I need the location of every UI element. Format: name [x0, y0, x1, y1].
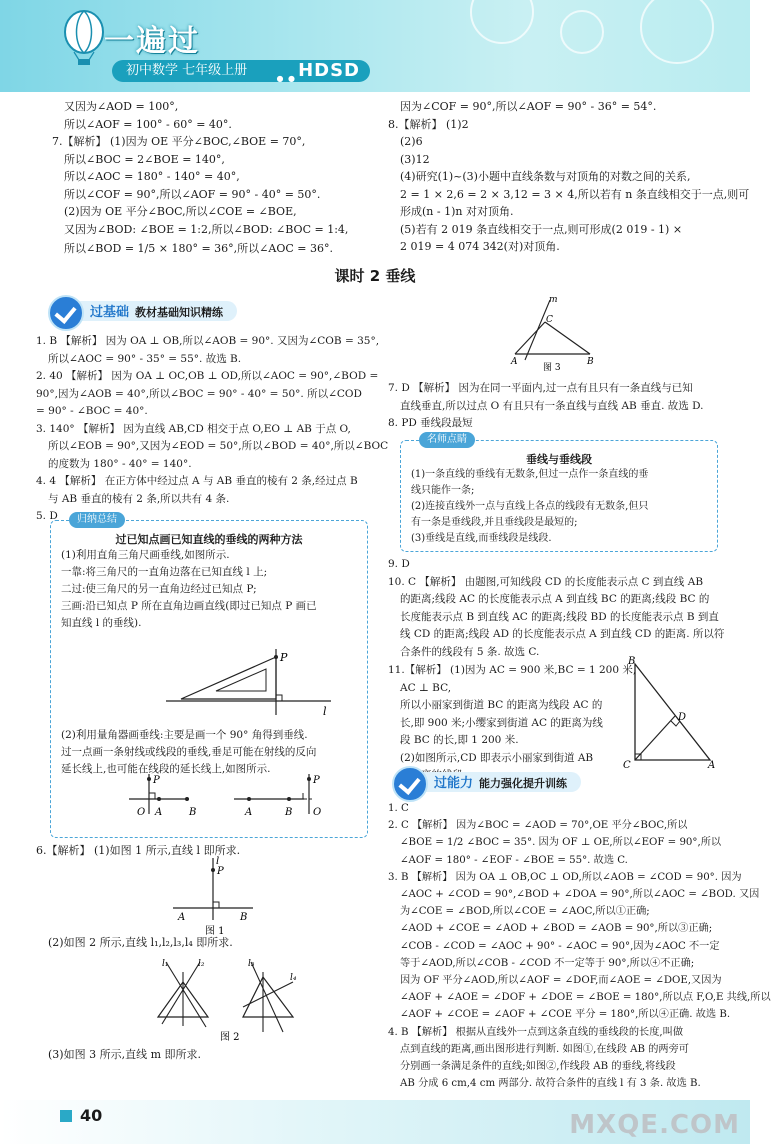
text-line: 分别画一条满足条件的直线;如图②,作线段 AB 的垂线,将线段: [400, 1061, 676, 1073]
page-number: 40: [80, 1106, 103, 1125]
text-line: ∠AOF + ∠COE = ∠AOF + ∠COE 平分 = 180°,所以④正确. 故选 B.: [400, 1009, 731, 1021]
text-line: 9. D: [388, 558, 410, 570]
text-line: ∠AOC + ∠COD = 90°,∠BOD + ∠DOA = 90°,所以∠AOC = ∠BOD. 又因: [400, 889, 760, 901]
point-label: O: [313, 807, 322, 818]
text-line: 11.【解析】 (1)因为 AC = 900 米,BC = 1 200 米,: [388, 664, 637, 676]
point-label: B: [189, 807, 197, 818]
text-line: 二过:使三角尺的另一直角边经过已知点 P;: [61, 583, 257, 595]
right-answers-2: [388, 556, 725, 661]
section-banner-ability: [392, 770, 652, 796]
text-line: 所以∠EOB = 90°,又因为∠EOD = 50°,所以∠BOD = 40°,所以∠BOC: [48, 440, 389, 452]
watermark: MXQE.COM: [569, 1110, 740, 1140]
balloon-icon: [62, 10, 106, 66]
ability-answers: [388, 800, 771, 1092]
text-line: 2 = 1 × 2,6 = 2 × 3,12 = 3 × 4,所以若有 n 条直线相交于一点,则可: [400, 187, 750, 201]
banner-subtitle: 教材基础知识精练: [135, 306, 224, 319]
text-line: (5)若有 2 019 条直线相交于一点,则可形成(2 019 - 1) ×: [400, 222, 683, 236]
text-line: 为∠COE = ∠BOD,所以∠COE = ∠AOC,所以①正确;: [400, 906, 650, 918]
line-label: l: [216, 856, 220, 867]
point-label: P: [313, 775, 320, 786]
checkmark-icon: [48, 295, 84, 331]
text-line: ∠AOD + ∠COE = ∠AOD + ∠BOD = ∠AOB = 90°,所以③正确;: [400, 923, 713, 935]
text-line: 7. D 【解析】 因为在同一平面内,过一点有且只有一条直线与已知: [388, 382, 693, 394]
figure-caption: 图 1: [205, 926, 225, 937]
page-header: [0, 0, 750, 92]
text-line: 点到直线的距离,画出图形进行判断. 如图①,在线段 AB 的两旁可: [400, 1043, 689, 1055]
text-line: 5. D: [36, 510, 58, 522]
text-line: 因为 OF 平分∠AOD,所以∠AOF = ∠DOF,而∠AOE = ∠DOE,又因为: [400, 975, 722, 987]
line-label: l₄: [290, 973, 297, 983]
top-right-column: [388, 98, 750, 256]
summary-box: [50, 514, 368, 838]
section-banner-basic: [48, 299, 308, 325]
figure-caption: 图 2: [220, 1032, 240, 1043]
text-line: ∠AOF = 180° - ∠EOF - ∠BOE = 55°. 故选 C.: [400, 854, 628, 866]
banner-bar: [414, 772, 581, 792]
text-line: 线只能作一条;: [411, 485, 475, 496]
point-label: O: [137, 807, 146, 818]
text-line: 所以小丽家到街道 BC 的距离为线段 AC 的: [400, 699, 603, 711]
point-label: A: [178, 912, 186, 923]
text-line: ∠BOE = 1/2 ∠BOC = 35°. 因为 OF ⊥ OE,所以∠EOF = 90°,所以: [400, 837, 722, 849]
text-line: (2)因为 OE 平分∠BOC,所以∠COE = ∠BOE,: [64, 205, 297, 218]
box-title: 垂线与垂线段: [526, 453, 592, 466]
box-label: 名师点睛: [419, 432, 475, 448]
text-line: 90°,因为∠AOB = 40°,所以∠BOC = 90° - 40° = 50°. 所以∠COD = 90° - ∠BOC = 40°.: [36, 387, 362, 417]
point-label: A: [155, 807, 163, 818]
text-line: 所以∠BOC = 2∠BOE = 140°,: [64, 152, 225, 166]
text-line: 长,即 900 米;小缨家到街道 AC 的距离为线: [400, 716, 603, 729]
text-line: 6.【解析】 (1)如图 1 所示,直线 l 即所求.: [36, 844, 241, 857]
top-left-column: [52, 98, 372, 260]
point-label: B: [628, 656, 636, 667]
text-line: (3)12: [400, 152, 430, 166]
line-label: m: [549, 295, 558, 305]
text-line: ∠COB - ∠COD = ∠AOC + 90° - ∠AOC = 90°,因为∠AOC 不一定: [400, 940, 720, 952]
q11-triangle-diagram: [620, 652, 720, 772]
text-line: AB 分成 6 cm,4 cm 两部分. 故符合条件的直线 l 有 3 条. 故选 B.: [400, 1078, 701, 1090]
point-label: P: [153, 775, 160, 786]
text-line: 段 BC 的长,即 1 200 米.: [400, 734, 519, 746]
line-label: l₃: [248, 959, 255, 969]
point-label: C: [546, 315, 553, 325]
q6-answer-2: [48, 934, 368, 952]
header-decoration: [470, 0, 534, 44]
text-line: 所以∠AOC = 90° - 35° = 55°. 故选 B.: [48, 352, 242, 365]
text-line: 又因为∠AOD = 100°,: [64, 100, 179, 113]
text-line: 8. PD 垂线段最短: [388, 417, 473, 429]
text-line: 3. 140° 【解析】 因为直线 AB,CD 相交于点 O,EO ⊥ AB 于点 O,: [36, 422, 351, 435]
series-title: 一遍过: [104, 24, 200, 59]
triangle-ruler-diagram: [161, 649, 341, 719]
basic-answers: [36, 333, 389, 526]
text-line: (4)研究(1)~(3)小题中直线条数与对顶角的对数之间的关系,: [400, 170, 691, 183]
text-line: (3)如图 3 所示,直线 m 即所求.: [48, 1048, 201, 1061]
text-line: 2 019 = 4 074 342(对)对顶角.: [400, 240, 560, 253]
text-line: 长度能表示点 B 到直线 AC 的距离;线段 BD 的长度能表示点 B 到直: [400, 610, 719, 623]
point-label: A: [511, 357, 518, 367]
book-subtitle-bar: [112, 60, 370, 82]
line-label: l₂: [198, 959, 205, 969]
text-line: 因为∠COF = 90°,所以∠AOF = 90° - 36° = 54°.: [400, 100, 657, 113]
teacher-tip-box: [400, 434, 718, 552]
page-footer: [0, 1100, 750, 1144]
text-line: 1. C: [388, 803, 409, 814]
q11-answer: [388, 662, 637, 785]
box-body: [51, 547, 367, 632]
line-label: l: [323, 705, 327, 718]
figure-3-diagram: [505, 292, 615, 372]
point-label: B: [587, 357, 594, 367]
text-line: AC ⊥ BC,: [400, 681, 452, 694]
text-line: 所以∠AOF = 100° - 60° = 40°.: [64, 117, 232, 131]
text-line: (1)利用直角三角尺画垂线,如图所示.: [61, 549, 230, 561]
protractor-perpendicular-diagram: [59, 769, 359, 829]
text-line: 延长线上,也可能在线段的延长线上,如图所示.: [61, 763, 271, 775]
text-line: (1)一条直线的垂线有无数条,但过一点作一条直线的垂: [411, 469, 649, 480]
text-line: 4. 4 【解析】 在正方体中经过点 A 与 AB 垂直的棱有 2 条,经过点 B: [36, 475, 358, 487]
point-label: A: [708, 760, 716, 771]
box-title: 过已知点画已知直线的垂线的两种方法: [115, 533, 303, 546]
text-line: 的度数为 180° - 40° = 140°.: [48, 457, 192, 470]
figure-1-diagram: [168, 856, 258, 936]
text-line: 4. B 【解析】 根据从直线外一点到这条直线的垂线段的长度,叫做: [388, 1026, 684, 1038]
text-line: 7.【解析】 (1)因为 OE 平分∠BOC,∠BOE = 70°,: [52, 135, 306, 148]
text-line: 所以∠BOD = 1/5 × 180° = 36°,所以∠AOC = 36°.: [64, 242, 333, 255]
text-line: 知直线 l 的垂线).: [61, 617, 142, 629]
line-label: l₁: [162, 959, 169, 969]
text-line: 合条件的线段有 5 条. 故选 C.: [400, 645, 540, 658]
text-line: 三画:沿已知点 P 所在直角边画直线(即过已知点 P 画已: [61, 600, 317, 612]
text-line: (2)利用量角器画垂线:主要是画一个 90° 角得到垂线.: [61, 729, 308, 741]
point-label: D: [678, 712, 687, 723]
banner-title: 过基础: [90, 305, 130, 320]
text-line: 10. C 【解析】 由题图,可知线段 CD 的长度能表示点 C 到直线 AB: [388, 575, 704, 588]
text-line: 线 CD 的距离;线段 AD 的长度能表示点 A 到直线 CD 的距离. 所以符: [400, 628, 725, 640]
text-line: 与 AB 垂直的棱有 2 条,所以共有 4 条.: [48, 492, 230, 505]
point-label: A: [245, 807, 253, 818]
text-line: 直线垂直,所以过点 O 有且只有一条直线与直线 AB 垂直. 故选 D.: [400, 399, 704, 412]
book-subtitle: 初中数学 七年级上册: [126, 63, 248, 78]
figure-caption: 图 3: [543, 363, 561, 373]
checkmark-icon: [392, 766, 428, 802]
text-line: 一靠:将三角尺的一直角边落在已知直线 l 上;: [61, 566, 268, 578]
point-label: B: [240, 912, 248, 923]
q6-answer-3: [48, 1046, 368, 1064]
text-line: 8.【解析】 (1)2: [388, 117, 469, 131]
banner-subtitle: 能力强化提升训练: [479, 777, 568, 790]
text-line: (2)6: [400, 135, 423, 148]
text-line: 2. 40 【解析】 因为 OA ⊥ OC,OB ⊥ OD,所以∠AOC = 90°,∠BOD =: [36, 370, 379, 382]
text-line: 过一点画一条射线或线段的垂线,垂足可能在射线的反向: [61, 746, 317, 758]
lesson-title: 课时 2 垂线: [334, 267, 416, 285]
page-marker-icon: [60, 1110, 72, 1122]
point-label: P: [217, 866, 224, 877]
point-label: B: [285, 807, 293, 818]
box-body: [401, 467, 717, 547]
dots-icon: ● ●: [276, 74, 296, 83]
text-line: 等于∠AOD,所以∠COB - ∠COD 不一定等于 90°,所以④不正确;: [400, 957, 695, 969]
banner-bar: [70, 301, 237, 321]
text-line: 1. B 【解析】 因为 OA ⊥ OB,所以∠AOB = 90°. 又因为∠COB = 35°,: [36, 335, 380, 347]
text-line: 所以∠AOC = 180° - 140° = 40°,: [64, 170, 240, 183]
text-line: 形成(n - 1)n 对对顶角.: [400, 205, 514, 218]
figure-2-diagram: [148, 952, 348, 1042]
text-line: 2. C 【解析】 因为∠BOC = ∠AOD = 70°,OE 平分∠BOC,所以: [388, 820, 688, 832]
text-line: 的距离;线段 AC 的长度能表示点 A 到直线 BC 的距离;线段 BC 的: [400, 593, 710, 605]
banner-title: 过能力: [434, 776, 474, 791]
header-decoration: [560, 10, 604, 54]
text-line: 有一条是垂线段,并且垂线段是最短的;: [411, 517, 578, 528]
header-decoration: [640, 0, 714, 64]
text-line: (2)如图 2 所示,直线 l₁,l₂,l₃,l₄ 即所求.: [48, 936, 233, 949]
text-line: (2)连接直线外一点与直线上各点的线段有无数条,但只: [411, 501, 649, 512]
text-line: 所以∠COF = 90°,所以∠AOF = 90° - 40° = 50°.: [64, 187, 321, 201]
point-label: P: [280, 651, 288, 664]
right-answers: [388, 380, 718, 433]
brand-name: HDSD: [298, 60, 360, 81]
text-line: 3. B 【解析】 因为 OA ⊥ OB,OC ⊥ OD,所以∠AOB = ∠COD = 90°. 因为: [388, 871, 742, 883]
text-line: (3)垂线是直线,而垂线段是线段.: [411, 533, 552, 544]
point-label: C: [623, 760, 631, 771]
text-line: ∠AOF + ∠AOE = ∠DOF + ∠DOE = ∠BOE = 180°,所以点 F,O,E 共线,所以: [400, 992, 771, 1004]
box-label: 归纳总结: [69, 512, 125, 528]
text-line: 又因为∠BOD: ∠BOE = 1:2,所以∠BOD: ∠BOC = 1:4,: [64, 222, 349, 236]
text-line: (2)如图所示,CD 即表示小丽家到街道 AB: [400, 751, 594, 764]
